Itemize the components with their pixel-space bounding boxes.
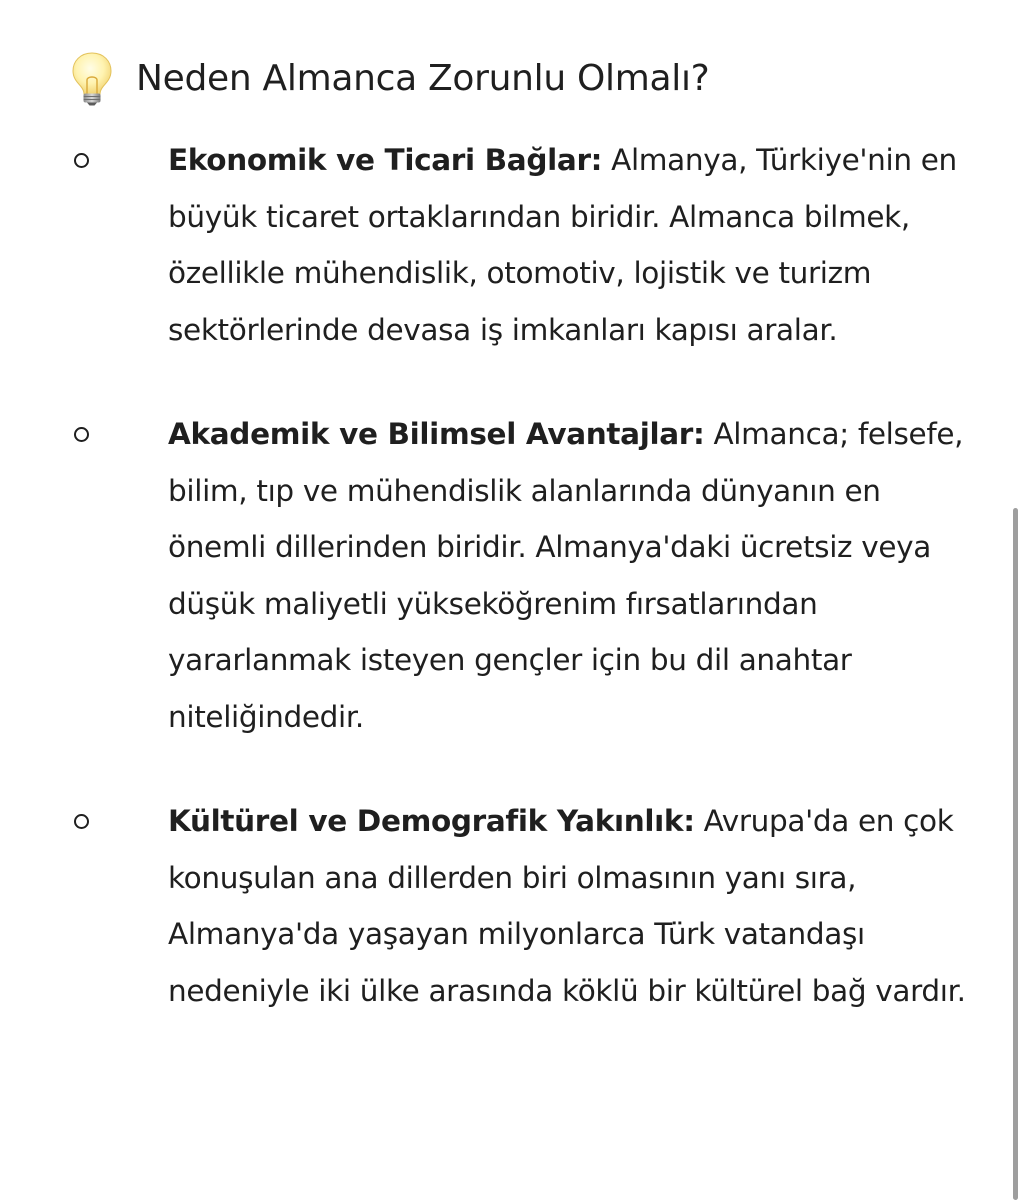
item-text: Almanca; felsefe, bilim, tıp ve mühendislik alanlarında dünyanın en önemli dillerinden biridir. Almanya'daki ücretsiz veya düşük maliyetli yükseköğrenim fırsatlarından yararlanmak isteyen gençler için bu dil anahtar niteliğindedir. xyxy=(168,417,964,734)
item-text: Almanya, Türkiye'nin en büyük ticaret ortaklarından biridir. Almanca bilmek, özellikle mühendislik, otomotiv, lojistik ve turizm sektörlerinde devasa iş imkanları kapısı aralar. xyxy=(168,143,957,347)
vertical-scrollbar[interactable] xyxy=(1009,0,1027,1200)
hollow-bullet-icon xyxy=(74,153,89,168)
hollow-bullet-icon xyxy=(74,427,89,442)
light-bulb-icon xyxy=(70,50,114,106)
list-item xyxy=(0,793,1010,1019)
reasons-list xyxy=(0,132,1010,1019)
list-item xyxy=(0,406,1010,745)
section-header xyxy=(70,48,709,108)
scrollbar-thumb[interactable] xyxy=(1013,508,1018,1200)
list-item xyxy=(0,132,1010,358)
section-heading: Neden Almanca Zorunlu Olmalı? xyxy=(136,57,710,99)
item-title: Akademik ve Bilimsel Avantajlar: xyxy=(168,417,705,451)
item-text: Avrupa'da en çok konuşulan ana dillerden biri olmasının yanı sıra, Almanya'da yaşayan milyonlarca Türk vatandaşı nedeniyle iki ülke arasında köklü bir kültürel bağ vardır. xyxy=(168,804,966,1008)
item-title: Kültürel ve Demografik Yakınlık: xyxy=(168,804,695,838)
hollow-bullet-icon xyxy=(74,814,89,829)
item-title: Ekonomik ve Ticari Bağlar: xyxy=(168,143,603,177)
